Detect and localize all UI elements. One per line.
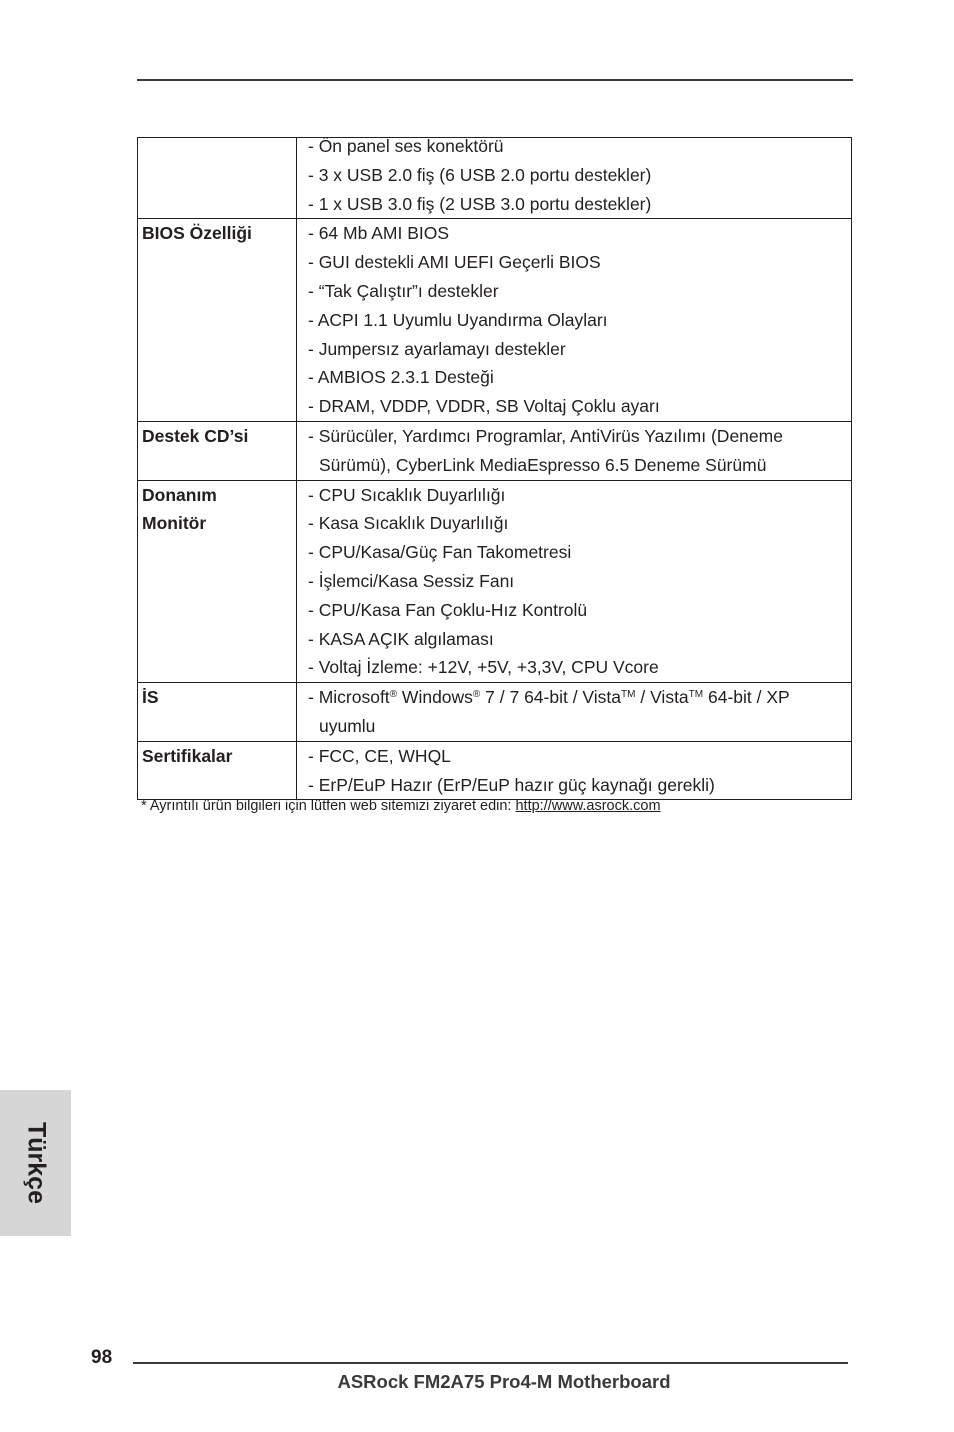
spec-label-line: Donanım — [142, 484, 217, 505]
spec-label — [138, 138, 297, 219]
trademark-mark: ® — [472, 689, 481, 701]
os-text: 7 / 7 64-bit / Vista — [480, 687, 622, 708]
spec-row — [138, 741, 852, 800]
bottom-rule — [133, 1362, 848, 1364]
spec-values — [297, 421, 852, 480]
top-rule — [137, 79, 853, 81]
spec-item: - ACPI 1.1 Uyumlu Uyandırma Olayları — [308, 309, 608, 330]
spec-item: - AMBIOS 2.3.1 Desteği — [308, 367, 494, 388]
spec-item: - Sürücüler, Yardımcı Programlar, AntiVirüs Yazılımı (Deneme Sürümü), CyberLink MediaEspresso 6.5 Deneme Sürümü — [308, 425, 783, 475]
spec-item: - CPU/Kasa/Güç Fan Takometresi — [308, 542, 572, 563]
spec-item: - Voltaj İzleme: +12V, +5V, +3,3V, CPU Vcore — [308, 657, 659, 678]
spec-item: - FCC, CE, WHQL — [308, 745, 451, 766]
spec-values — [297, 683, 852, 742]
os-text: / Vista — [635, 687, 689, 708]
spec-item: - “Tak Çalıştır”ı destekler — [308, 280, 499, 301]
spec-values — [297, 741, 852, 800]
spec-row — [138, 219, 852, 422]
spec-label — [138, 219, 297, 422]
spec-item: - 3 x USB 2.0 fiş (6 USB 2.0 portu destekler) — [308, 164, 652, 185]
spec-row — [138, 480, 852, 683]
spec-label-line: BIOS Özelliği — [142, 223, 252, 244]
spec-item: - ErP/EuP Hazır (ErP/EuP hazır güç kaynağı gerekli) — [308, 774, 715, 795]
spec-label-line: Monitör — [142, 513, 207, 534]
specification-table — [137, 137, 852, 800]
spec-item: - KASA AÇIK algılaması — [308, 628, 494, 649]
trademark-mark: ® — [389, 689, 398, 701]
spec-label-line: Destek CD’si — [142, 425, 249, 446]
spec-label — [138, 480, 297, 683]
page-number: 98 — [91, 1347, 113, 1368]
spec-row — [138, 683, 852, 742]
spec-item: - 64 Mb AMI BIOS — [308, 223, 450, 244]
spec-values — [297, 138, 852, 219]
spec-label-line: Sertifikalar — [142, 745, 233, 766]
language-tab — [0, 1090, 71, 1236]
spec-item-os — [308, 683, 851, 741]
language-tab-label: Türkçe — [22, 1122, 50, 1204]
spec-row — [138, 421, 852, 480]
spec-label — [138, 741, 297, 800]
spec-values — [297, 480, 852, 683]
spec-values — [297, 219, 852, 422]
footnote-text: * Ayrıntılı ürün bilgileri için lütfen web sitemizi ziyaret edin: — [141, 798, 516, 814]
spec-label — [138, 683, 297, 742]
spec-row — [138, 138, 852, 219]
os-text: Windows — [397, 687, 473, 708]
os-text: - Microsoft — [308, 687, 390, 708]
footer-title: ASRock FM2A75 Pro4-M Motherboard — [337, 1371, 671, 1392]
spec-item: - DRAM, VDDP, VDDR, SB Voltaj Çoklu ayarı — [308, 396, 660, 417]
trademark-mark: TM — [621, 689, 636, 701]
spec-item: - CPU Sıcaklık Duyarlılığı — [308, 484, 506, 505]
spec-item: - Kasa Sıcaklık Duyarlılığı — [308, 513, 509, 534]
website-link[interactable]: http://www.asrock.com — [515, 798, 661, 814]
trademark-mark: TM — [688, 689, 704, 701]
spec-item: - CPU/Kasa Fan Çoklu-Hız Kontrolü — [308, 599, 588, 620]
spec-item: - 1 x USB 3.0 fiş (2 USB 3.0 portu destekler) — [308, 193, 652, 214]
footnote — [141, 798, 661, 814]
spec-item: - Ön panel ses konektörü — [308, 136, 504, 156]
spec-label — [138, 421, 297, 480]
os-text: 64-bit / XP uyumlu — [319, 687, 790, 736]
spec-item: - GUI destekli AMI UEFI Geçerli BIOS — [308, 252, 601, 273]
spec-label-line: İS — [142, 687, 159, 708]
spec-item: - Jumpersız ayarlamayı destekler — [308, 338, 566, 359]
spec-item: - İşlemci/Kasa Sessiz Fanı — [308, 570, 515, 591]
